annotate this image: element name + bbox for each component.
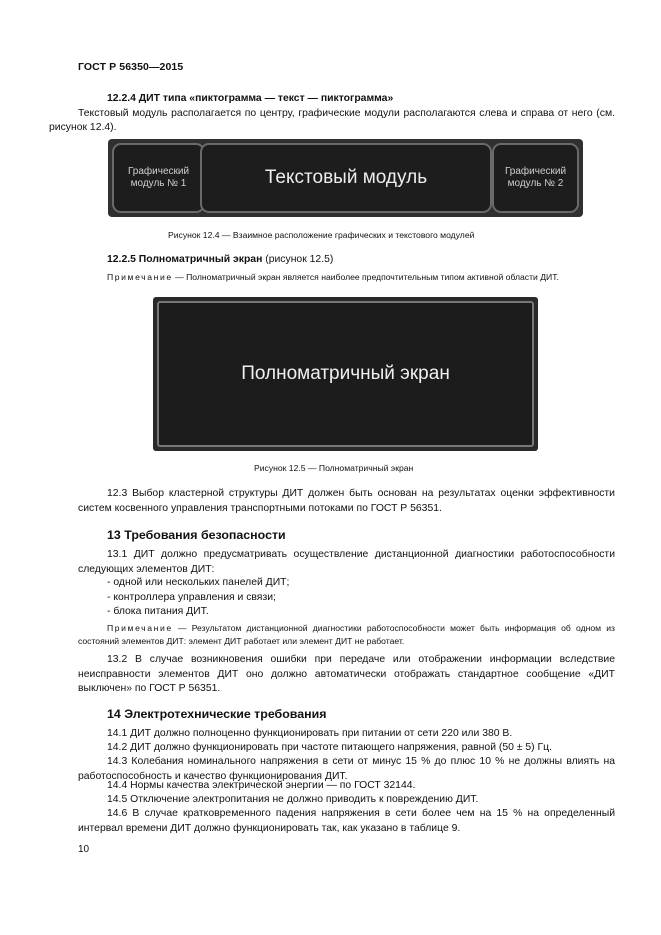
figure-12-4 [108, 139, 583, 217]
section-13-1-list [107, 576, 615, 620]
section-12-3: 12.3 Выбор кластерной структуры ДИТ должен быть основан на результатах оценки эффективности систем косвенного управления транспортными потоками по ГОСТ Р 56351. [78, 488, 615, 514]
figure-12-5 [153, 297, 538, 451]
section-12-2-5-title-line [107, 253, 615, 268]
full-matrix-screen [157, 301, 534, 447]
text-module [200, 143, 492, 213]
figure-12-5-caption: Рисунок 12.5 — Полноматричный экран [254, 463, 414, 473]
section-14-heading: 14 Электротехнические требования [107, 707, 327, 721]
section-14-4: 14.4 Нормы качества электрической энергии — по ГОСТ 32144. [107, 780, 416, 791]
note-label: Примечание [107, 272, 173, 282]
section-12-2-4-title: 12.2.4 ДИТ типа «пиктограмма — текст — пиктограмма» [107, 93, 394, 104]
section-13-note [78, 622, 615, 647]
section-12-2-5-ref: (рисунок 12.5) [262, 254, 334, 265]
text-module-label: Текстовый модуль [264, 167, 428, 188]
section-14-6: 14.6 В случае кратковременного падения напряжения в сети более чем на 15 % на определенный интервал времени ДИТ должно функционировать так, как указано в таблице 9. [78, 808, 615, 834]
note-text: — Результатом дистанционной диагностики работоспособности может быть информация об одном из состояний элементов ДИТ: элемент ДИТ работает или элемент ДИТ не работает. [78, 623, 615, 646]
graphic-module-2-line1: Графический [504, 166, 567, 177]
full-matrix-screen-label: Полноматричный экран [241, 363, 450, 384]
section-12-2-5-note [107, 271, 615, 284]
list-item: - контроллера управления и связи; [107, 591, 276, 603]
section-12-2-5-title: 12.2.5 Полноматричный экран [107, 254, 263, 265]
graphic-module-1 [112, 143, 205, 213]
section-12-2-4-text: Текстовый модуль располагается по центру, графические модули располагаются слева и справа от него (см. рисунок 12.4). [49, 107, 615, 133]
figure-12-4-caption: Рисунок 12.4 — Взаимное расположение графических и текстового модулей [168, 230, 475, 240]
graphic-module-2 [492, 143, 579, 213]
page-number: 10 [78, 844, 90, 855]
section-13-1: 13.1 ДИТ должно предусматривать осуществление дистанционной диагностики работоспособности следующих элементов ДИТ: [78, 549, 615, 575]
note-label: Примечание [107, 623, 173, 633]
section-14-2: 14.2 ДИТ должно функционировать при частоте питающего напряжения, равной (50 ± 5) Гц. [107, 742, 552, 753]
section-14-3: 14.3 Колебания номинального напряжения в сети от минус 15 % до плюс 10 % не должны влиять на работоспособность и качество функционирования ДИТ. [78, 756, 615, 782]
section-12-2-4 [49, 92, 615, 136]
graphic-module-2-line2: модуль № 2 [507, 178, 564, 189]
section-13-2: 13.2 В случае возникновения ошибки при передаче или отображении информации вследствие неисправности элементов ДИТ оно должно автоматически отображать стандартное сообщение «ДИТ выключен» по ГОСТ Р 56351. [78, 654, 615, 694]
section-14-1: 14.1 ДИТ должно полноценно функционировать при питании от сети 220 или 380 В. [107, 728, 513, 739]
section-14-5: 14.5 Отключение электропитания не должно приводить к повреждению ДИТ. [107, 794, 479, 805]
note-text: — Полноматричный экран является наиболее предпочтительным типом активной области ДИТ. [172, 272, 559, 282]
section-13-heading: 13 Требования безопасности [107, 528, 286, 542]
document-header: ГОСТ Р 56350—2015 [78, 61, 184, 73]
list-item: - блока питания ДИТ. [107, 606, 209, 617]
list-item: - одной или нескольких панелей ДИТ; [107, 577, 290, 588]
graphic-module-1-line1: Графический [127, 166, 190, 177]
graphic-module-1-line2: модуль № 1 [130, 178, 187, 189]
